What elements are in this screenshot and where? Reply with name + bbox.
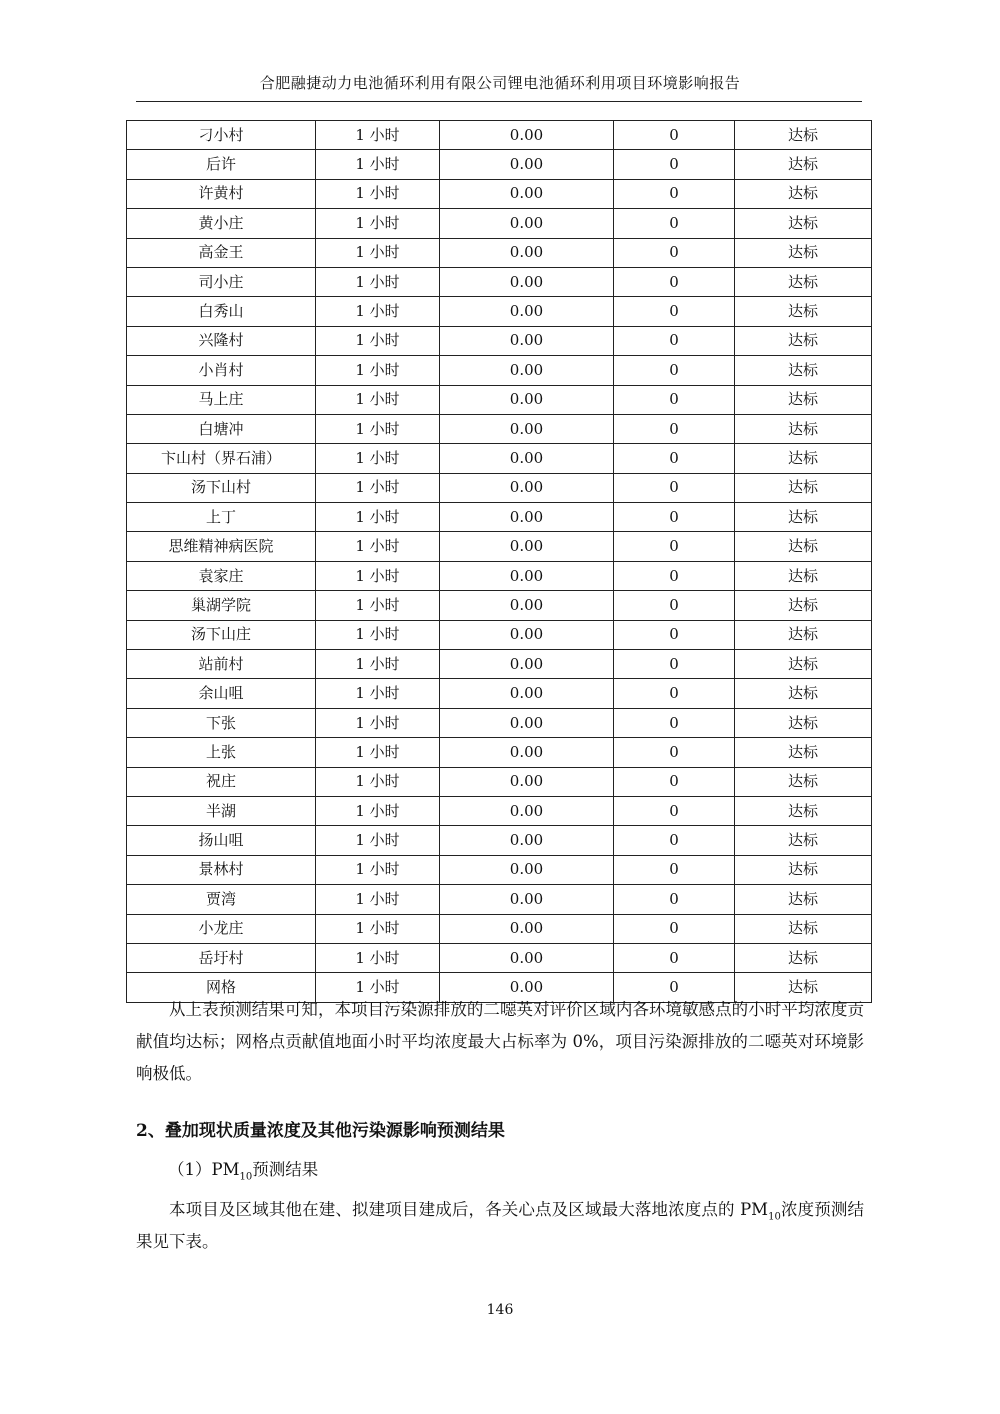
cell-period: 1 小时 — [316, 591, 440, 620]
cell-period: 1 小时 — [316, 414, 440, 443]
cell-status: 达标 — [735, 444, 872, 473]
cell-status: 达标 — [735, 297, 872, 326]
table-row — [127, 238, 872, 267]
cell-ratio: 0 — [614, 532, 735, 561]
cell-location: 白塘冲 — [127, 414, 316, 443]
cell-location: 汤下山庄 — [127, 620, 316, 649]
cell-status: 达标 — [735, 473, 872, 502]
cell-period: 1 小时 — [316, 503, 440, 532]
cell-status: 达标 — [735, 385, 872, 414]
cell-ratio: 0 — [614, 885, 735, 914]
cell-ratio: 0 — [614, 855, 735, 884]
table-row — [127, 679, 872, 708]
cell-concentration: 0.00 — [440, 738, 614, 767]
cell-status: 达标 — [735, 561, 872, 590]
cell-ratio: 0 — [614, 356, 735, 385]
cell-period: 1 小时 — [316, 943, 440, 972]
intro-paragraph — [136, 1194, 864, 1258]
cell-concentration: 0.00 — [440, 238, 614, 267]
cell-period: 1 小时 — [316, 326, 440, 355]
subsection-heading — [168, 1156, 318, 1182]
table-row — [127, 150, 872, 179]
cell-concentration: 0.00 — [440, 356, 614, 385]
intro-subscript: 10 — [768, 1211, 781, 1223]
cell-ratio: 0 — [614, 826, 735, 855]
cell-location: 小肖村 — [127, 356, 316, 385]
cell-status: 达标 — [735, 620, 872, 649]
cell-period: 1 小时 — [316, 179, 440, 208]
cell-status: 达标 — [735, 121, 872, 150]
cell-status: 达标 — [735, 796, 872, 825]
cell-location: 上丁 — [127, 503, 316, 532]
table-row — [127, 826, 872, 855]
cell-concentration: 0.00 — [440, 591, 614, 620]
table-row — [127, 591, 872, 620]
cell-location: 扬山咀 — [127, 826, 316, 855]
intro-text-part1: 本项目及区域其他在建、拟建项目建成后，各关心点及区域最大落地浓度点的 PM — [169, 1200, 769, 1219]
cell-period: 1 小时 — [316, 855, 440, 884]
cell-location: 岳圩村 — [127, 943, 316, 972]
cell-status: 达标 — [735, 885, 872, 914]
cell-period: 1 小时 — [316, 738, 440, 767]
cell-location: 下张 — [127, 708, 316, 737]
cell-location: 许黄村 — [127, 179, 316, 208]
cell-status: 达标 — [735, 532, 872, 561]
table-row — [127, 297, 872, 326]
cell-ratio: 0 — [614, 914, 735, 943]
table-row — [127, 708, 872, 737]
cell-ratio: 0 — [614, 973, 735, 1002]
cell-ratio: 0 — [614, 767, 735, 796]
table-row — [127, 121, 872, 150]
subsection-suffix: 预测结果 — [252, 1160, 319, 1179]
cell-concentration: 0.00 — [440, 826, 614, 855]
table-row — [127, 532, 872, 561]
cell-status: 达标 — [735, 179, 872, 208]
cell-status: 达标 — [735, 943, 872, 972]
cell-location: 景林村 — [127, 855, 316, 884]
cell-period: 1 小时 — [316, 444, 440, 473]
cell-location: 卞山村（界石浦） — [127, 444, 316, 473]
table-row — [127, 620, 872, 649]
cell-status: 达标 — [735, 591, 872, 620]
cell-ratio: 0 — [614, 738, 735, 767]
cell-concentration: 0.00 — [440, 473, 614, 502]
table-row — [127, 885, 872, 914]
table-row — [127, 943, 872, 972]
cell-period: 1 小时 — [316, 297, 440, 326]
cell-status: 达标 — [735, 503, 872, 532]
cell-location: 马上庄 — [127, 385, 316, 414]
cell-location: 黄小庄 — [127, 209, 316, 238]
cell-ratio: 0 — [614, 326, 735, 355]
section-heading: 2、叠加现状质量浓度及其他污染源影响预测结果 — [136, 1121, 505, 1141]
cell-ratio: 0 — [614, 708, 735, 737]
cell-ratio: 0 — [614, 414, 735, 443]
cell-ratio: 0 — [614, 238, 735, 267]
cell-status: 达标 — [735, 209, 872, 238]
table-body — [127, 121, 872, 1003]
table-row — [127, 209, 872, 238]
cell-concentration: 0.00 — [440, 855, 614, 884]
cell-status: 达标 — [735, 267, 872, 296]
cell-location: 高金王 — [127, 238, 316, 267]
cell-concentration: 0.00 — [440, 885, 614, 914]
table-row — [127, 267, 872, 296]
cell-location: 刁小村 — [127, 121, 316, 150]
cell-location: 余山咀 — [127, 679, 316, 708]
cell-status: 达标 — [735, 708, 872, 737]
cell-concentration: 0.00 — [440, 414, 614, 443]
cell-status: 达标 — [735, 738, 872, 767]
table-row — [127, 855, 872, 884]
cell-concentration: 0.00 — [440, 267, 614, 296]
cell-period: 1 小时 — [316, 121, 440, 150]
cell-location: 站前村 — [127, 650, 316, 679]
table-row — [127, 326, 872, 355]
cell-status: 达标 — [735, 326, 872, 355]
table-row — [127, 650, 872, 679]
cell-location: 思维精神病医院 — [127, 532, 316, 561]
cell-concentration: 0.00 — [440, 532, 614, 561]
cell-ratio: 0 — [614, 444, 735, 473]
cell-ratio: 0 — [614, 796, 735, 825]
cell-period: 1 小时 — [316, 385, 440, 414]
subsection-prefix: （1）PM — [168, 1160, 240, 1179]
cell-status: 达标 — [735, 914, 872, 943]
cell-status: 达标 — [735, 826, 872, 855]
cell-location: 兴隆村 — [127, 326, 316, 355]
cell-concentration: 0.00 — [440, 385, 614, 414]
cell-concentration: 0.00 — [440, 708, 614, 737]
cell-concentration: 0.00 — [440, 914, 614, 943]
cell-ratio: 0 — [614, 385, 735, 414]
cell-concentration: 0.00 — [440, 767, 614, 796]
cell-period: 1 小时 — [316, 356, 440, 385]
table-row — [127, 767, 872, 796]
cell-location: 祝庄 — [127, 767, 316, 796]
cell-location: 汤下山村 — [127, 473, 316, 502]
conclusion-paragraph: 从上表预测结果可知，本项目污染源排放的二噁英对评价区域内各环境敏感点的小时平均浓度贡献值均达标；网格点贡献值地面小时平均浓度最大占标率为 0%，项目污染源排放的二噁英对环境影响极低。 — [136, 1000, 864, 1083]
cell-ratio: 0 — [614, 650, 735, 679]
cell-status: 达标 — [735, 973, 872, 1002]
table-row — [127, 914, 872, 943]
cell-period: 1 小时 — [316, 150, 440, 179]
cell-ratio: 0 — [614, 209, 735, 238]
cell-status: 达标 — [735, 414, 872, 443]
cell-period: 1 小时 — [316, 238, 440, 267]
cell-period: 1 小时 — [316, 973, 440, 1002]
cell-ratio: 0 — [614, 679, 735, 708]
table-row — [127, 414, 872, 443]
cell-ratio: 0 — [614, 121, 735, 150]
prediction-results-table — [126, 120, 872, 1003]
cell-location: 司小庄 — [127, 267, 316, 296]
cell-concentration: 0.00 — [440, 209, 614, 238]
cell-concentration: 0.00 — [440, 620, 614, 649]
cell-ratio: 0 — [614, 473, 735, 502]
cell-period: 1 小时 — [316, 826, 440, 855]
table-row — [127, 473, 872, 502]
cell-concentration: 0.00 — [440, 679, 614, 708]
cell-location: 小龙庄 — [127, 914, 316, 943]
cell-ratio: 0 — [614, 591, 735, 620]
cell-period: 1 小时 — [316, 708, 440, 737]
table-row — [127, 356, 872, 385]
cell-location: 袁家庄 — [127, 561, 316, 590]
cell-status: 达标 — [735, 238, 872, 267]
cell-ratio: 0 — [614, 267, 735, 296]
cell-status: 达标 — [735, 150, 872, 179]
cell-period: 1 小时 — [316, 267, 440, 296]
table-row — [127, 796, 872, 825]
cell-status: 达标 — [735, 767, 872, 796]
cell-period: 1 小时 — [316, 209, 440, 238]
cell-concentration: 0.00 — [440, 943, 614, 972]
cell-ratio: 0 — [614, 943, 735, 972]
header-divider — [136, 101, 862, 102]
cell-ratio: 0 — [614, 297, 735, 326]
cell-period: 1 小时 — [316, 561, 440, 590]
cell-location: 半湖 — [127, 796, 316, 825]
cell-concentration: 0.00 — [440, 561, 614, 590]
cell-concentration: 0.00 — [440, 650, 614, 679]
cell-concentration: 0.00 — [440, 796, 614, 825]
cell-ratio: 0 — [614, 179, 735, 208]
table-row — [127, 179, 872, 208]
table-row — [127, 385, 872, 414]
cell-ratio: 0 — [614, 150, 735, 179]
cell-location: 贾湾 — [127, 885, 316, 914]
subsection-subscript: 10 — [239, 1171, 253, 1183]
cell-period: 1 小时 — [316, 679, 440, 708]
table-row — [127, 444, 872, 473]
cell-period: 1 小时 — [316, 532, 440, 561]
cell-concentration: 0.00 — [440, 121, 614, 150]
cell-period: 1 小时 — [316, 473, 440, 502]
cell-ratio: 0 — [614, 561, 735, 590]
cell-location: 网格 — [127, 973, 316, 1002]
cell-concentration: 0.00 — [440, 179, 614, 208]
cell-concentration: 0.00 — [440, 150, 614, 179]
cell-ratio: 0 — [614, 620, 735, 649]
cell-status: 达标 — [735, 679, 872, 708]
cell-location: 巢湖学院 — [127, 591, 316, 620]
cell-period: 1 小时 — [316, 796, 440, 825]
report-title: 合肥融捷动力电池循环利用有限公司锂电池循环利用项目环境影响报告 — [259, 74, 741, 92]
cell-concentration: 0.00 — [440, 326, 614, 355]
table-row — [127, 503, 872, 532]
cell-status: 达标 — [735, 855, 872, 884]
cell-period: 1 小时 — [316, 885, 440, 914]
cell-period: 1 小时 — [316, 620, 440, 649]
cell-period: 1 小时 — [316, 767, 440, 796]
cell-status: 达标 — [735, 650, 872, 679]
table-row — [127, 561, 872, 590]
cell-location: 白秀山 — [127, 297, 316, 326]
cell-location: 后许 — [127, 150, 316, 179]
table-row — [127, 738, 872, 767]
cell-period: 1 小时 — [316, 914, 440, 943]
page-number: 146 — [486, 1302, 514, 1318]
cell-location: 上张 — [127, 738, 316, 767]
cell-concentration: 0.00 — [440, 444, 614, 473]
cell-status: 达标 — [735, 356, 872, 385]
cell-period: 1 小时 — [316, 650, 440, 679]
cell-concentration: 0.00 — [440, 973, 614, 1002]
cell-concentration: 0.00 — [440, 503, 614, 532]
cell-concentration: 0.00 — [440, 297, 614, 326]
cell-ratio: 0 — [614, 503, 735, 532]
intro-text-part2: 浓度预测结果见下表。 — [136, 1200, 865, 1251]
